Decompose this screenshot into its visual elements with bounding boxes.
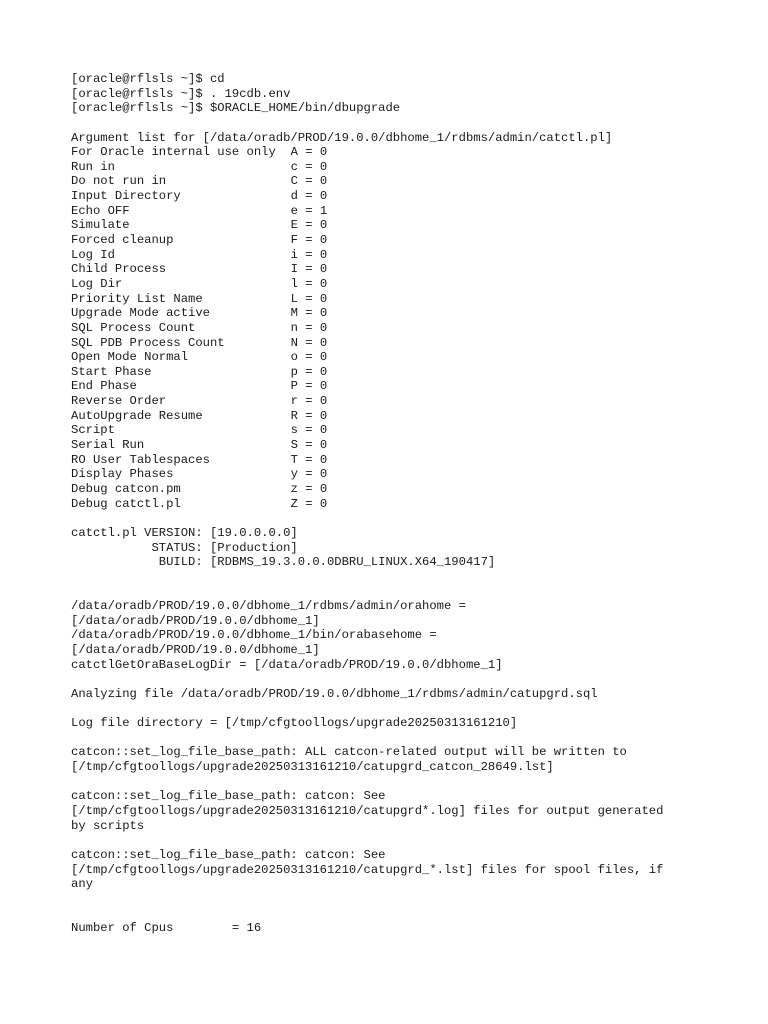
argument-label: SQL Process Count (71, 320, 196, 335)
argument-flag: L = 0 (290, 291, 328, 306)
blank-line (71, 775, 761, 790)
argument-flag: d = 0 (290, 189, 328, 204)
catcon-line: [/tmp/cfgtoollogs/upgrade20250313161210/catupgrd*.log] files for output generated (71, 804, 664, 819)
argument-label: Forced cleanup (71, 233, 174, 248)
argument-row (71, 453, 761, 468)
version-line: catctl.pl VERSION: [19.0.0.0.0] (71, 525, 298, 540)
argument-flag: C = 0 (290, 174, 328, 189)
argument-flag: n = 0 (290, 320, 328, 335)
argument-flag: z = 0 (290, 481, 328, 496)
argument-label: RO User Tablespaces (71, 452, 210, 467)
argument-label: Run in (71, 159, 115, 174)
argument-row (71, 497, 761, 512)
argument-label: End Phase (71, 379, 137, 394)
shell-command-line: [oracle@rflsls ~]$ . 19cdb.env (71, 86, 291, 101)
argument-row (71, 277, 761, 292)
argument-row (71, 350, 761, 365)
catcon-line: by scripts (71, 818, 145, 833)
argument-label: Serial Run (71, 438, 145, 453)
path-line: /data/oradb/PROD/19.0.0/dbhome_1/bin/orabasehome = (71, 628, 437, 643)
catcon-spool-output (71, 848, 761, 892)
blank-line (71, 731, 761, 746)
argument-flag: E = 0 (290, 218, 328, 233)
argument-label: Log Dir (71, 276, 123, 291)
catcon-line: [/tmp/cfgtoollogs/upgrade20250313161210/catupgrd_catcon_28649.lst] (71, 760, 554, 775)
argument-label: Open Mode Normal (71, 350, 189, 365)
version-info (71, 526, 761, 570)
catcon-line: catcon::set_log_file_base_path: ALL catcon-related output will be written to (71, 745, 627, 760)
home-paths (71, 599, 761, 672)
argument-row (71, 248, 761, 263)
argument-label: Simulate (71, 218, 130, 233)
build-line: BUILD: [RDBMS_19.3.0.0.0DBRU_LINUX.X64_190417] (71, 555, 496, 570)
path-line: [/data/oradb/PROD/19.0.0/dbhome_1] (71, 642, 320, 657)
shell-command-line: [oracle@rflsls ~]$ $ORACLE_HOME/bin/dbupgrade (71, 101, 401, 116)
argument-flag: s = 0 (290, 423, 328, 438)
argument-row (71, 379, 761, 394)
argument-row (71, 292, 761, 307)
argument-row (71, 365, 761, 380)
argument-row (71, 189, 761, 204)
path-line: catctlGetOraBaseLogDir = [/data/oradb/PROD/19.0.0/dbhome_1] (71, 657, 503, 672)
argument-flag: P = 0 (290, 379, 328, 394)
argument-label: Display Phases (71, 467, 174, 482)
argument-row (71, 145, 761, 160)
argument-label: Reverse Order (71, 394, 167, 409)
blank-line (71, 907, 761, 922)
blank-line (71, 570, 761, 585)
argument-row (71, 218, 761, 233)
argument-list-rows (71, 145, 761, 511)
blank-line (71, 702, 761, 717)
argument-flag: l = 0 (290, 276, 328, 291)
blank-line (71, 116, 761, 131)
argument-list (71, 131, 761, 512)
argument-flag: R = 0 (290, 408, 328, 423)
argument-label: SQL PDB Process Count (71, 335, 225, 350)
argument-flag: Z = 0 (290, 496, 328, 511)
argument-label: Log Id (71, 247, 115, 262)
argument-row (71, 482, 761, 497)
argument-label: Debug catctl.pl (71, 496, 181, 511)
argument-flag: A = 0 (290, 145, 328, 160)
blank-line (71, 833, 761, 848)
path-line: [/data/oradb/PROD/19.0.0/dbhome_1] (71, 613, 320, 628)
argument-flag: i = 0 (290, 247, 328, 262)
argument-row (71, 204, 761, 219)
argument-row (71, 336, 761, 351)
path-line: /data/oradb/PROD/19.0.0/dbhome_1/rdbms/admin/orahome = (71, 599, 466, 614)
argument-label: Echo OFF (71, 203, 130, 218)
argument-row (71, 409, 761, 424)
argument-label: Script (71, 423, 115, 438)
argument-flag: p = 0 (290, 364, 328, 379)
argument-flag: F = 0 (290, 233, 328, 248)
argument-label: Debug catcon.pm (71, 481, 181, 496)
argument-label: Upgrade Mode active (71, 306, 210, 321)
catcon-line: [/tmp/cfgtoollogs/upgrade20250313161210/catupgrd_*.lst] files for spool files, if (71, 862, 664, 877)
argument-label: Child Process (71, 262, 167, 277)
argument-label: Input Directory (71, 189, 181, 204)
analyzing-file-line: Analyzing file /data/oradb/PROD/19.0.0/dbhome_1/rdbms/admin/catupgrd.sql (71, 686, 598, 701)
status-line: STATUS: [Production] (71, 540, 298, 555)
blank-line (71, 892, 761, 907)
catcon-line: any (71, 877, 93, 892)
catcon-line: catcon::set_log_file_base_path: catcon: See (71, 789, 386, 804)
argument-row (71, 321, 761, 336)
argument-flag: S = 0 (290, 438, 328, 453)
argument-flag: y = 0 (290, 467, 328, 482)
argument-label: Do not run in (71, 174, 167, 189)
catcon-line: catcon::set_log_file_base_path: catcon: See (71, 847, 386, 862)
argument-label: Priority List Name (71, 291, 203, 306)
blank-line (71, 672, 761, 687)
shell-command-line: [oracle@rflsls ~]$ cd (71, 72, 225, 86)
log-directory-line: Log file directory = [/tmp/cfgtoollogs/upgrade20250313161210] (71, 716, 518, 731)
argument-flag: I = 0 (290, 262, 328, 277)
blank-line (71, 511, 761, 526)
argument-row (71, 438, 761, 453)
argument-row (71, 394, 761, 409)
argument-row (71, 262, 761, 277)
argument-label: For Oracle internal use only (71, 145, 276, 160)
argument-label: AutoUpgrade Resume (71, 408, 203, 423)
argument-row (71, 160, 761, 175)
catcon-all-output (71, 745, 761, 774)
terminal-output (71, 72, 761, 936)
argument-row (71, 233, 761, 248)
argument-label: Start Phase (71, 364, 152, 379)
argument-flag: T = 0 (290, 452, 328, 467)
argument-flag: c = 0 (290, 159, 328, 174)
blank-line (71, 584, 761, 599)
argument-flag: o = 0 (290, 350, 328, 365)
argument-flag: e = 1 (290, 203, 328, 218)
argument-flag: M = 0 (290, 306, 328, 321)
argument-list-header: Argument list for [/data/oradb/PROD/19.0.0/dbhome_1/rdbms/admin/catctl.pl] (71, 130, 613, 145)
argument-row (71, 306, 761, 321)
catcon-log-output (71, 789, 761, 833)
argument-flag: N = 0 (290, 335, 328, 350)
shell-commands (71, 72, 761, 116)
argument-row (71, 174, 761, 189)
cpu-count-line: Number of Cpus = 16 (71, 921, 262, 936)
argument-row (71, 467, 761, 482)
argument-flag: r = 0 (290, 394, 328, 409)
argument-row (71, 423, 761, 438)
